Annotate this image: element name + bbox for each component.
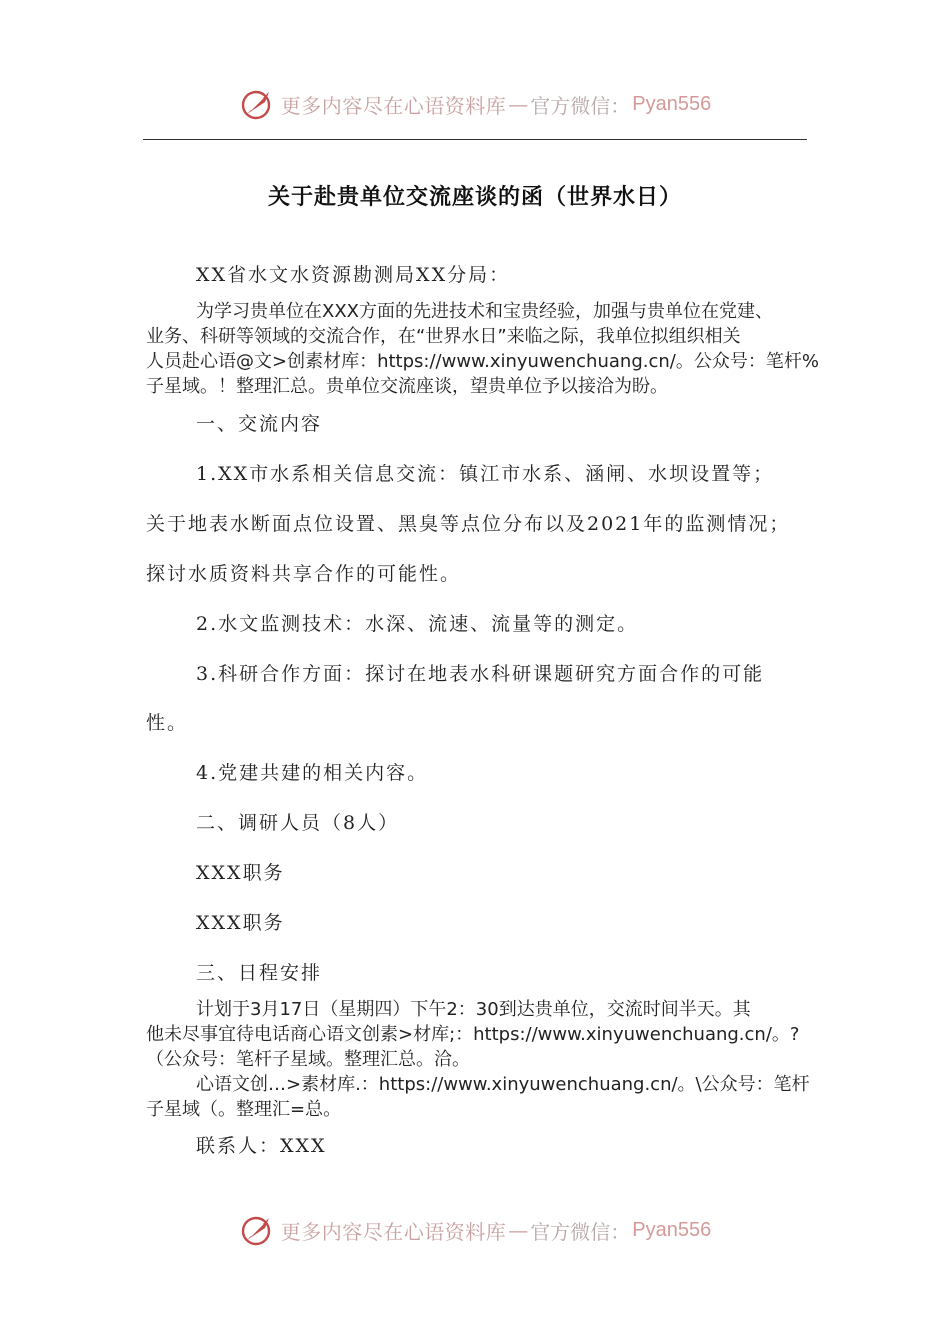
quill-logo-icon [239,1212,275,1248]
item1-line-2: 关于地表水断面点位设置、黑臭等点位分布以及2021年的监测情况； [146,513,791,535]
person-2: XXX职务 [196,912,285,934]
banner-wechat-label: 官方微信： [530,1219,631,1244]
schedule-line-3: （公众号：笔杆子星域。整理汇总。洽。 [146,1049,470,1070]
schedule-line-2: 他未尽事宜待电话商心语文创素>材库;：https://www.xinyuwenchuang.cn/。? [146,1024,800,1045]
document-title: 关于赴贵单位交流座谈的函（世界水日） [267,185,682,210]
header-divider [143,139,807,140]
section-heading-1: 一、交流内容 [196,413,323,435]
item4: 4.党建共建的相关内容。 [196,762,429,784]
banner-wechat-label: 官方微信： [530,93,631,118]
item1-line-3: 探讨水质资料共享合作的可能性。 [146,563,462,585]
banner-separator: — [508,92,529,116]
banner-text: 更多内容尽在心语资料库 [280,93,507,118]
banner-wechat-id: Pyan556 [632,92,712,115]
header-banner [0,84,950,124]
person-1: XXX职务 [196,862,285,884]
salutation: XX省水文水资源勘测局XX分局： [196,264,511,286]
item3-line-2: 性。 [146,712,189,734]
schedule-line-4: 心语文创…>素材库.：https://www.xinyuwenchuang.cn/。\公众号：笔杆 [196,1074,810,1095]
section-heading-3: 三、日程安排 [196,962,323,984]
banner-text: 更多内容尽在心语资料库 [280,1219,507,1244]
banner-wechat-id: Pyan556 [632,1218,712,1241]
banner-separator: — [508,1218,529,1242]
contact: 联系人：XXX [196,1135,327,1157]
schedule-line-5: 子星域（。整理汇=总。 [146,1099,342,1120]
intro-line-1: 为学习贵单位在XXX方面的先进技术和宝贵经验，加强与贵单位在党建、 [196,301,773,322]
item1-line-1: 1.XX市水系相关信息交流：镇江市水系、涵闸、水坝设置等； [196,463,775,485]
schedule-line-1: 计划于3月17日（星期四）下午2：30到达贵单位，交流时间半天。其 [196,999,751,1020]
section-heading-2: 二、调研人员（8人） [196,812,400,834]
intro-line-2: 业务、科研等领域的交流合作，在“世界水日”来临之际，我单位拟组织相关 [146,326,741,347]
intro-line-4: 子星域。！整理汇总。贵单位交流座谈，望贵单位予以接洽为盼。 [146,376,668,397]
quill-logo-icon [239,86,275,122]
footer-banner [0,1210,950,1250]
item2: 2.水文监测技术：水深、流速、流量等的测定。 [196,613,639,635]
intro-line-3: 人员赴心语@文>创素材库：https://www.xinyuwenchuang.cn/。公众号：笔杆% [146,351,819,372]
item3-line-1: 3.科研合作方面：探讨在地表水科研课题研究方面合作的可能 [196,663,765,685]
